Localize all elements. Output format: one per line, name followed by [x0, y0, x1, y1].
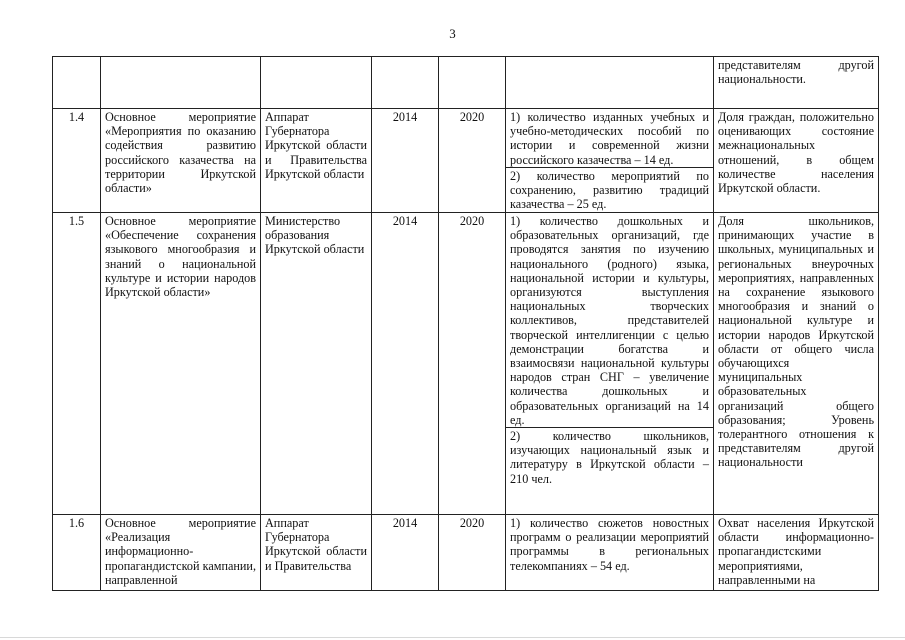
table-row-continuation	[53, 57, 879, 109]
executor: Министерство образования Иркутской области	[261, 213, 372, 515]
results-cell	[506, 515, 714, 591]
page-number: 3	[449, 26, 456, 41]
page-edge	[0, 637, 905, 638]
cell-executor	[261, 57, 372, 109]
indicator: Доля школьников, принимающих участие в школьных, муниципальных и региональных внеурочных мероприятиях, направленных на сохранение языкового многообразия и знаний о национальной культуре и истории народов Иркутской области от общего числа обучающихся муниципальных образовательных организаций общего образования; Уровень толерантного отношения к представителям другой национальности	[714, 213, 879, 515]
result-item: 1) количество дошкольных и образовательных организаций, где проводятся занятия по изучению национального (родного) языка, национальной истории и культуры, организуются выступления национальных творческих коллективов, представителей творческой интеллигенции с целью демонстрации богатства и взаимосвязи национальной культуры народов стран СНГ – увеличение количества дошкольных и образовательных организаций на 14 ед.	[510, 214, 709, 427]
executor: Аппарат Губернатора Иркутской области и Правительства	[261, 515, 372, 591]
result-item: 1) количество изданных учебных и учебно-методических пособий по истории и современной жизни российского казачества – 14 ед.	[510, 110, 709, 167]
row-number: 1.6	[53, 515, 101, 591]
table-row	[53, 515, 879, 591]
start-year: 2014	[372, 515, 439, 591]
event-name: Основное мероприятие «Реализация информационно-пропагандистской кампании, направленной	[101, 515, 261, 591]
cell-num	[53, 57, 101, 109]
end-year: 2020	[439, 109, 506, 213]
table-row	[53, 213, 879, 515]
start-year: 2014	[372, 109, 439, 213]
table-row	[53, 109, 879, 213]
row-number: 1.5	[53, 213, 101, 515]
program-table	[52, 56, 879, 591]
cell-indicator: представителям другой национальности.	[714, 57, 879, 109]
event-name: Основное мероприятие «Обеспечение сохранения языкового многообразия и знаний о национальной культуре и истории народов Иркутской области»	[101, 213, 261, 515]
results-cell	[506, 213, 714, 515]
result-item: 1) количество сюжетов новостных программ о реализации мероприятий программы в региональных телекомпаниях – 54 ед.	[510, 516, 709, 573]
end-year: 2020	[439, 515, 506, 591]
cell-start	[372, 57, 439, 109]
end-year: 2020	[439, 213, 506, 515]
event-name: Основное мероприятие «Мероприятия по оказанию содействия развитию российского казачества на территории Иркутской области»	[101, 109, 261, 213]
row-number: 1.4	[53, 109, 101, 213]
start-year: 2014	[372, 213, 439, 515]
indicator: Охват населения Иркутской области информационно-пропагандистскими мероприятиями, направленными на	[714, 515, 879, 591]
cell-end	[439, 57, 506, 109]
result-item: 2) количество школьников, изучающих национальный язык и литературу в Иркутской области – 210 чел.	[506, 427, 713, 486]
results-cell	[506, 109, 714, 213]
executor: Аппарат Губернатора Иркутской области и Правительства Иркутской области	[261, 109, 372, 213]
cell-event	[101, 57, 261, 109]
result-item: 2) количество мероприятий по сохранению, развитию традиций казачества – 25 ед.	[506, 167, 713, 212]
indicator: Доля граждан, положительно оценивающих состояние межнациональных отношений, в общем количестве населения Иркутской области.	[714, 109, 879, 213]
cell-results	[506, 57, 714, 109]
